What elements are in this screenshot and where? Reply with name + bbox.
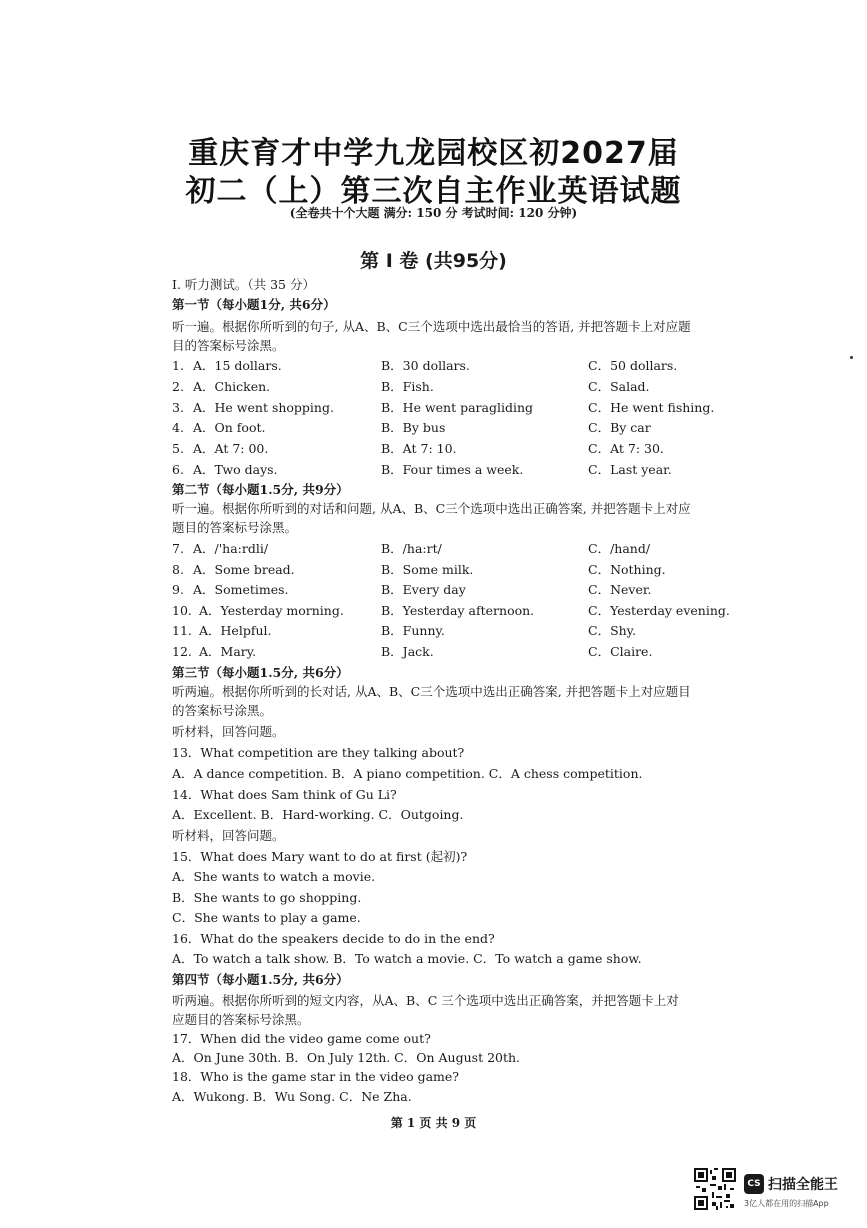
section2-instruction-line1: 听一遍。根据你所听到的对话和问题, 从A、B、C三个选项中选出正确答案, 并把答题卡上对应 bbox=[172, 501, 691, 516]
question-15-option-b: B．She wants to go shopping. bbox=[172, 890, 362, 905]
exam-subtitle: (全卷共十个大题 满分: 150 分 考试时间: 120 分钟) bbox=[289, 206, 578, 220]
question-13: 13．What competition are they talking about? bbox=[172, 745, 465, 760]
scanner-watermark bbox=[694, 1168, 854, 1212]
section3-title: 第三节（每小题1.5分, 共6分） bbox=[172, 665, 349, 680]
question-number: 6. bbox=[172, 462, 184, 477]
question-number: 7. bbox=[172, 541, 184, 556]
question-16: 16．What do the speakers decide to do in the end? bbox=[172, 931, 495, 946]
section3-material1-label: 听材料，回答问题。 bbox=[172, 724, 285, 739]
question-number: 12. bbox=[172, 644, 192, 659]
option-b: B．By bus bbox=[381, 420, 446, 436]
scanner-app-name: 扫描全能王 bbox=[768, 1177, 838, 1193]
option-c: C．At 7: 30. bbox=[588, 441, 664, 457]
scan-speck bbox=[850, 356, 853, 359]
option-b: B．30 dollars. bbox=[381, 358, 470, 373]
part-title: 第 I 卷 (共95分) bbox=[360, 250, 507, 272]
question-15-option-c: C．She wants to play a game. bbox=[172, 910, 361, 925]
question-number: 2. bbox=[172, 378, 184, 394]
option-b: B．/ha:rt/ bbox=[381, 541, 442, 556]
question-number: 8. bbox=[172, 561, 184, 577]
option-a: A．15 dollars. bbox=[193, 358, 282, 373]
option-c: C．Last year. bbox=[588, 462, 672, 477]
option-c: C．Never. bbox=[588, 582, 652, 598]
option-a: A．Sometimes. bbox=[193, 582, 289, 598]
question-14-options: A．Excellent. B．Hard-working. C．Outgoing. bbox=[172, 807, 464, 822]
option-b: B．Every day bbox=[381, 582, 466, 598]
option-a: A．At 7: 00. bbox=[193, 441, 269, 457]
option-c: C．Shy. bbox=[588, 623, 637, 639]
question-number: 10. bbox=[172, 602, 192, 618]
option-b: B．Fish. bbox=[381, 378, 434, 394]
option-b: B．Some milk. bbox=[381, 561, 474, 577]
qr-code-icon bbox=[694, 1168, 736, 1210]
section3-instruction-line2: 的答案标号涂黑。 bbox=[172, 703, 273, 718]
option-c: C．Salad. bbox=[588, 378, 650, 394]
option-b: B．He went paragliding bbox=[381, 399, 534, 415]
option-a: A．/'ha:rdli/ bbox=[193, 541, 269, 556]
option-a: A．Yesterday morning. bbox=[199, 602, 344, 618]
question-18: 18．Who is the game star in the video game? bbox=[172, 1069, 459, 1084]
option-b: B．Four times a week. bbox=[381, 462, 524, 477]
option-c: C．Claire. bbox=[588, 644, 653, 659]
option-c: C．Yesterday evening. bbox=[588, 602, 730, 618]
section1-title: 第一节（每小题1分, 共6分） bbox=[172, 297, 336, 312]
question-number: 3. bbox=[172, 399, 184, 415]
option-a: A．On foot. bbox=[193, 420, 266, 436]
section1-instruction-line2: 目的答案标号涂黑。 bbox=[172, 338, 285, 353]
section3-instruction-line1: 听两遍。根据你所听到的长对话, 从A、B、C三个选项中选出正确答案, 并把答题卡上对应题目 bbox=[172, 684, 691, 699]
question-18-options: A．Wukong. B．Wu Song. C．Ne Zha. bbox=[172, 1089, 412, 1104]
question-15-option-a: A．She wants to watch a movie. bbox=[172, 869, 376, 884]
question-17-options: A．On June 30th. B．On July 12th. C．On August 20th. bbox=[172, 1050, 521, 1065]
question-number: 1. bbox=[172, 358, 184, 373]
section4-title: 第四节（每小题1.5分, 共6分） bbox=[172, 972, 349, 987]
section2-title: 第二节（每小题1.5分, 共9分） bbox=[172, 482, 349, 497]
page-footer: 第 1 页 共 9 页 bbox=[390, 1116, 477, 1130]
question-number: 5. bbox=[172, 441, 184, 457]
option-c: C．He went fishing. bbox=[588, 399, 715, 415]
option-c: C．50 dollars. bbox=[588, 358, 678, 373]
option-c: C．Nothing. bbox=[588, 561, 666, 577]
question-17: 17．When did the video game come out? bbox=[172, 1031, 431, 1046]
question-15: 15．What does Mary want to do at first (起初)? bbox=[172, 849, 468, 864]
option-a: A．Some bread. bbox=[193, 561, 295, 577]
option-a: A．Two days. bbox=[193, 462, 278, 477]
option-a: A．Mary. bbox=[199, 644, 257, 659]
option-c: C．By car bbox=[588, 420, 651, 436]
camscanner-logo-icon: CS bbox=[744, 1174, 764, 1194]
section1-instruction-line1: 听一遍。根据你所听到的句子, 从A、B、C三个选项中选出最恰当的答语, 并把答题卡上对应题 bbox=[172, 319, 691, 334]
listening-heading: I. 听力测试。（共 35 分） bbox=[172, 277, 315, 292]
option-c: C．/hand/ bbox=[588, 541, 651, 556]
question-13-options: A．A dance competition. B．A piano competition. C．A chess competition. bbox=[172, 766, 643, 781]
exam-title-line1: 重庆育才中学九龙园校区初2027届 bbox=[188, 136, 679, 171]
question-number: 11. bbox=[172, 623, 192, 639]
option-b: B．Yesterday afternoon. bbox=[381, 602, 535, 618]
option-a: A．Helpful. bbox=[199, 623, 272, 639]
option-a: A．He went shopping. bbox=[193, 399, 334, 415]
option-b: B．Jack. bbox=[381, 644, 434, 659]
option-a: A．Chicken. bbox=[193, 378, 271, 394]
section4-instruction-line2: 应题目的答案标号涂黑。 bbox=[172, 1012, 310, 1027]
option-b: B．At 7: 10. bbox=[381, 441, 457, 457]
scanner-slogan: 3亿人都在用的扫描App bbox=[744, 1199, 829, 1208]
question-number: 9. bbox=[172, 582, 184, 598]
section3-material2-label: 听材料，回答问题。 bbox=[172, 828, 285, 843]
option-b: B．Funny. bbox=[381, 623, 445, 639]
question-16-options: A．To watch a talk show. B．To watch a movie. C．To watch a game show. bbox=[172, 951, 642, 966]
question-14: 14．What does Sam think of Gu Li? bbox=[172, 787, 397, 802]
section4-instruction-line1: 听两遍。根据你所听到的短文内容，从A、B、C 三个选项中选出正确答案，并把答题卡上对 bbox=[172, 993, 679, 1008]
exam-title-line2: 初二（上）第三次自主作业英语试题 bbox=[185, 174, 682, 209]
question-number: 4. bbox=[172, 420, 184, 436]
section2-instruction-line2: 题目的答案标号涂黑。 bbox=[172, 520, 298, 535]
